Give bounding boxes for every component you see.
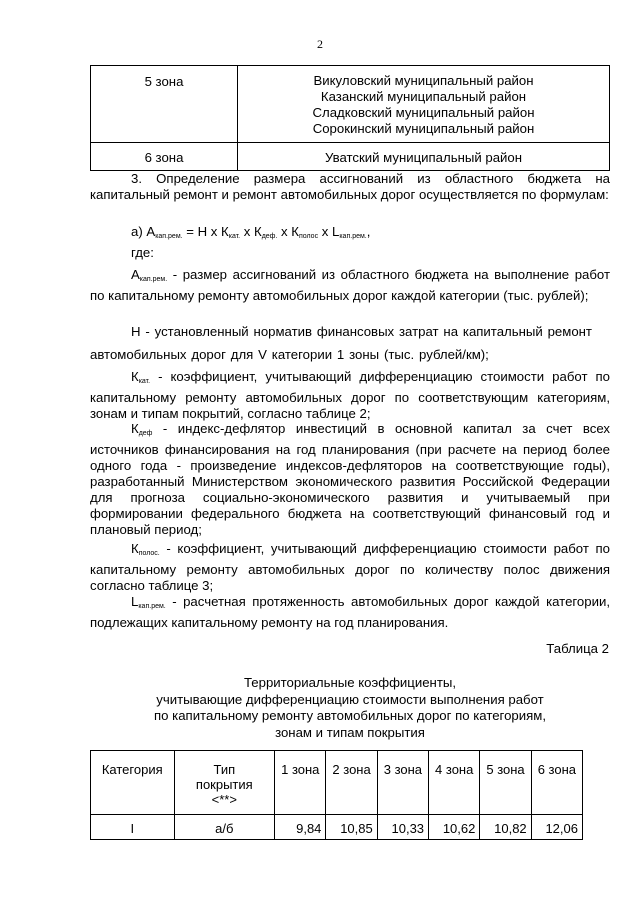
header-category: Категория [91, 751, 175, 815]
where-label: где: [131, 245, 154, 260]
district-name: Сладковский муниципальный район [312, 105, 535, 120]
table-title-line: зонам и типам покрытия [275, 724, 425, 740]
header-zone: 5 зона [480, 751, 531, 815]
cell-value: 10,85 [326, 815, 377, 840]
zone-table [90, 65, 610, 171]
table-title-line: Территориальные коэффициенты, [243, 675, 457, 690]
district-name: Уватский муниципальный район [324, 150, 523, 165]
table-row [91, 66, 610, 143]
formula-part: х L [318, 224, 340, 239]
formula-subscript: кап.рем. [155, 233, 183, 240]
formula-part: = Н х К [182, 224, 229, 239]
definition-l [90, 594, 610, 631]
cell-type: а/б [174, 815, 275, 840]
definition-h-line1: Н - установленный норматив финансовых затрат на капитальный ремонт [131, 324, 592, 339]
formula-part: а) А [131, 224, 156, 239]
formula [131, 224, 370, 245]
symbol: К [131, 541, 139, 556]
header-zone: 1 зона [275, 751, 326, 815]
districts-cell [238, 66, 610, 143]
symbol: А [131, 267, 140, 282]
district-name: Викуловский муниципальный район [313, 73, 534, 88]
district-name: Казанский муниципальный район [320, 89, 527, 104]
cell-value: 9,84 [275, 815, 326, 840]
cell-category: I [91, 815, 175, 840]
definition-k-kat [90, 369, 610, 422]
header-type [174, 751, 275, 815]
formula-subscript: деф. [261, 233, 278, 240]
symbol-subscript: полос. [138, 550, 160, 557]
zone-cell: 5 зона [91, 66, 238, 143]
header-zone: 4 зона [429, 751, 480, 815]
district-name: Сорокинский муниципальный район [312, 121, 535, 136]
formula-subscript: кап.рем. [339, 233, 367, 240]
formula-subscript: полос [298, 233, 319, 240]
districts-cell [238, 143, 610, 171]
header-type-line: Тип [213, 762, 236, 777]
header-type-line: покрытия [195, 777, 253, 792]
symbol: К [131, 421, 139, 436]
cell-value: 10,33 [377, 815, 428, 840]
cell-value: 12,06 [531, 815, 582, 840]
definition-h-line2: автомобильных дорог для V категории 1 зоны (тыс. рублей/км); [90, 347, 489, 362]
formula-subscript: кат. [228, 233, 241, 240]
definition-text: - индекс-дефлятор инвестиций в основной капитал за счет всех источников финансирования на год планирования (при расчете на период более одного года - произведение индексов-дефляторов на соответствующие годы), разработанный Министерством экономического развития Российской Федерации для прогноза социально-экономического развития и учитываемый при формировании федерального бюджета на соответствующий финансовый год и плановый период; [90, 421, 610, 537]
table-row [91, 815, 583, 840]
paragraph-text: 3. Определение размера ассигнований из областного бюджета на [131, 171, 610, 186]
table-title-line: по капитальному ремонту автомобильных дорог по категориям, [154, 708, 546, 723]
symbol-subscript: кап.рем. [139, 276, 168, 283]
formula-part: х К [277, 224, 299, 239]
definition-text: - коэффициент, учитывающий дифференциацию стоимости работ по капитальному ремонту автомобильных дорог по соответствующим категориям, зонам и типам покрытий, согласно таблице 2; [90, 369, 610, 421]
symbol-subscript: кат. [138, 378, 151, 385]
table-label: Таблица 2 [546, 641, 609, 656]
header-zone: 2 зона [326, 751, 377, 815]
symbol-subscript: деф [138, 430, 153, 437]
table-row [91, 143, 610, 171]
definition-k-def [90, 421, 610, 538]
definition-a [90, 267, 610, 304]
definition-text: - размер ассигнований из областного бюджета на выполнение [167, 267, 570, 282]
zone-cell: 6 зона [91, 143, 238, 171]
definition-text: - расчетная протяженность автомобильных дорог каждой категории, подлежащих капитальному ремонту на год планирования. [90, 594, 610, 630]
header-zone: 3 зона [377, 751, 428, 815]
formula-part: , [366, 224, 371, 239]
table-header-row [91, 751, 583, 815]
cell-value: 10,62 [429, 815, 480, 840]
symbol: L [131, 594, 139, 609]
table-title [90, 675, 610, 741]
coefficients-table [90, 750, 583, 840]
header-zone: 6 зона [531, 751, 582, 815]
definition-text: работ по капитальному ремонту автомобильных дорог каждой категории (тыс. рублей); [90, 267, 610, 303]
definition-text: - коэффициент, учитывающий дифференциацию стоимости работ по капитальному ремонту автомобильных дорог по количеству полос движения согласно таблице 3; [90, 541, 610, 593]
cell-value: 10,82 [480, 815, 531, 840]
paragraph-text: капитальный ремонт и ремонт автомобильных дорог осуществляется по формулам: [90, 187, 609, 202]
formula-part: х К [240, 224, 262, 239]
table-title-line: учитывающие дифференциацию стоимости выполнения работ [156, 691, 544, 707]
symbol-subscript: кап.рем. [138, 603, 166, 610]
header-type-line: <**> [211, 792, 237, 807]
definition-k-polos [90, 541, 610, 594]
page-number: 2 [317, 37, 323, 51]
symbol: К [131, 369, 139, 384]
paragraph-3 [90, 171, 610, 203]
